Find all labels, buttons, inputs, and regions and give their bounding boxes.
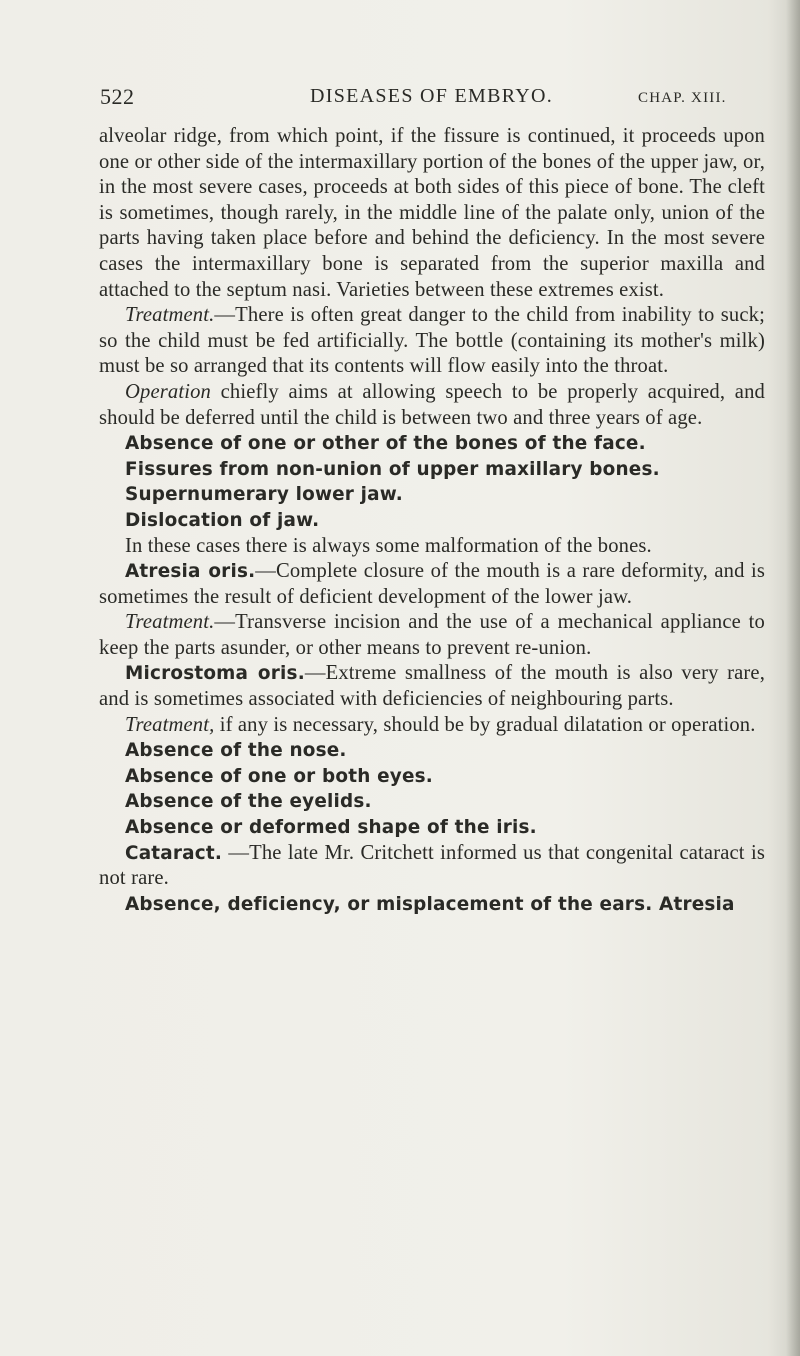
section-heading: Microstoma oris. [125,663,305,685]
heading-absence-eyes [99,764,765,790]
paragraph-malformation [99,534,765,560]
paragraph-treatment [99,303,765,380]
section-heading: Cataract. [125,842,223,864]
paragraph-lead: Operation [125,380,212,403]
paragraph-text: alveolar ridge, from which point, if the fissure is continued, it proceeds upon one or other side of the intermaxillary portion of the bones of the upper jaw, or, in the most severe cases, proceeds at both sides of this piece of bone. The cleft is sometimes, though rarely, in the middle line of the palate only, union of the parts having taken place before and behind the deficiency. In the most severe cases the intermaxillary bone is separated from the superior maxilla and attached to the septum nasi. Varieties between these extremes exist. [99,125,765,301]
paragraph-microstoma-oris [99,661,765,712]
paragraph-text: —Transverse incision and the use of a mechanical appliance to keep the parts asunder, or other means to prevent re-union. [99,611,765,659]
body-text [99,124,765,917]
chapter-label: CHAP. XIII. [638,90,727,106]
section-heading: Supernumerary lower jaw. [125,484,403,506]
paragraph-cataract [99,841,765,892]
paragraph-lead: Treatment. [125,611,215,634]
running-header [0,84,800,114]
section-heading: Absence of one or both eyes. [125,765,433,787]
paragraph-atresia-oris [99,559,765,610]
section-heading: Fissures from non-union of upper maxillary bones. [125,458,660,480]
paragraph-lead: Treatment, [125,713,215,736]
section-heading: Absence, deficiency, or misplacement of the ears. Atresia [125,893,735,915]
paragraph-operation [99,380,765,431]
heading-supernumerary-jaw [99,482,765,508]
paragraph-treatment-microstoma [99,713,765,739]
paragraph-treatment-atresia [99,610,765,661]
paragraph-text: —Extreme smallness of the mouth is also very rare, and is sometimes associated with deficiencies of neighbouring parts. [99,662,765,711]
heading-absence-eyelids [99,789,765,815]
paragraph-text: chiefly aims at allowing speech to be properly acquired, and should be deferred until the child is between two and three years of age. [99,380,765,429]
paragraph-text: —The late Mr. Critchett informed us that congenital cataract is not rare. [99,841,765,890]
heading-absence-nose [99,738,765,764]
page-number: 522 [100,84,135,109]
paragraph-text: —There is often great danger to the child from inability to suck; so the child must be fed artificially. The bottle (containing its mother's milk) must be so arranged that its contents will flow easily into the throat. [99,304,765,378]
paragraph-continued [99,124,765,303]
section-heading: Absence of the eyelids. [125,791,372,813]
heading-absence-face-bones [99,431,765,457]
paragraph-text: In these cases there is always some malformation of the bones. [125,534,652,557]
section-heading: Dislocation of jaw. [125,509,320,531]
section-heading: Absence or deformed shape of the iris. [125,817,537,839]
page-edge-shadow [786,0,800,1356]
section-heading: Absence of the nose. [125,740,347,762]
heading-ears [99,892,765,918]
paragraph-text: if any is necessary, should be by gradual dilatation or operation. [214,713,756,736]
heading-fissures [99,457,765,483]
running-title: DISEASES OF EMBRYO. [310,85,554,107]
heading-dislocation-jaw [99,508,765,534]
section-heading: Atresia oris. [125,561,256,583]
section-heading: Absence of one or other of the bones of the face. [125,433,646,455]
paragraph-text: —Complete closure of the mouth is a rare deformity, and is sometimes the result of deficient development of the lower jaw. [99,560,765,608]
paragraph-lead: Treatment. [125,304,215,327]
heading-iris [99,815,765,841]
